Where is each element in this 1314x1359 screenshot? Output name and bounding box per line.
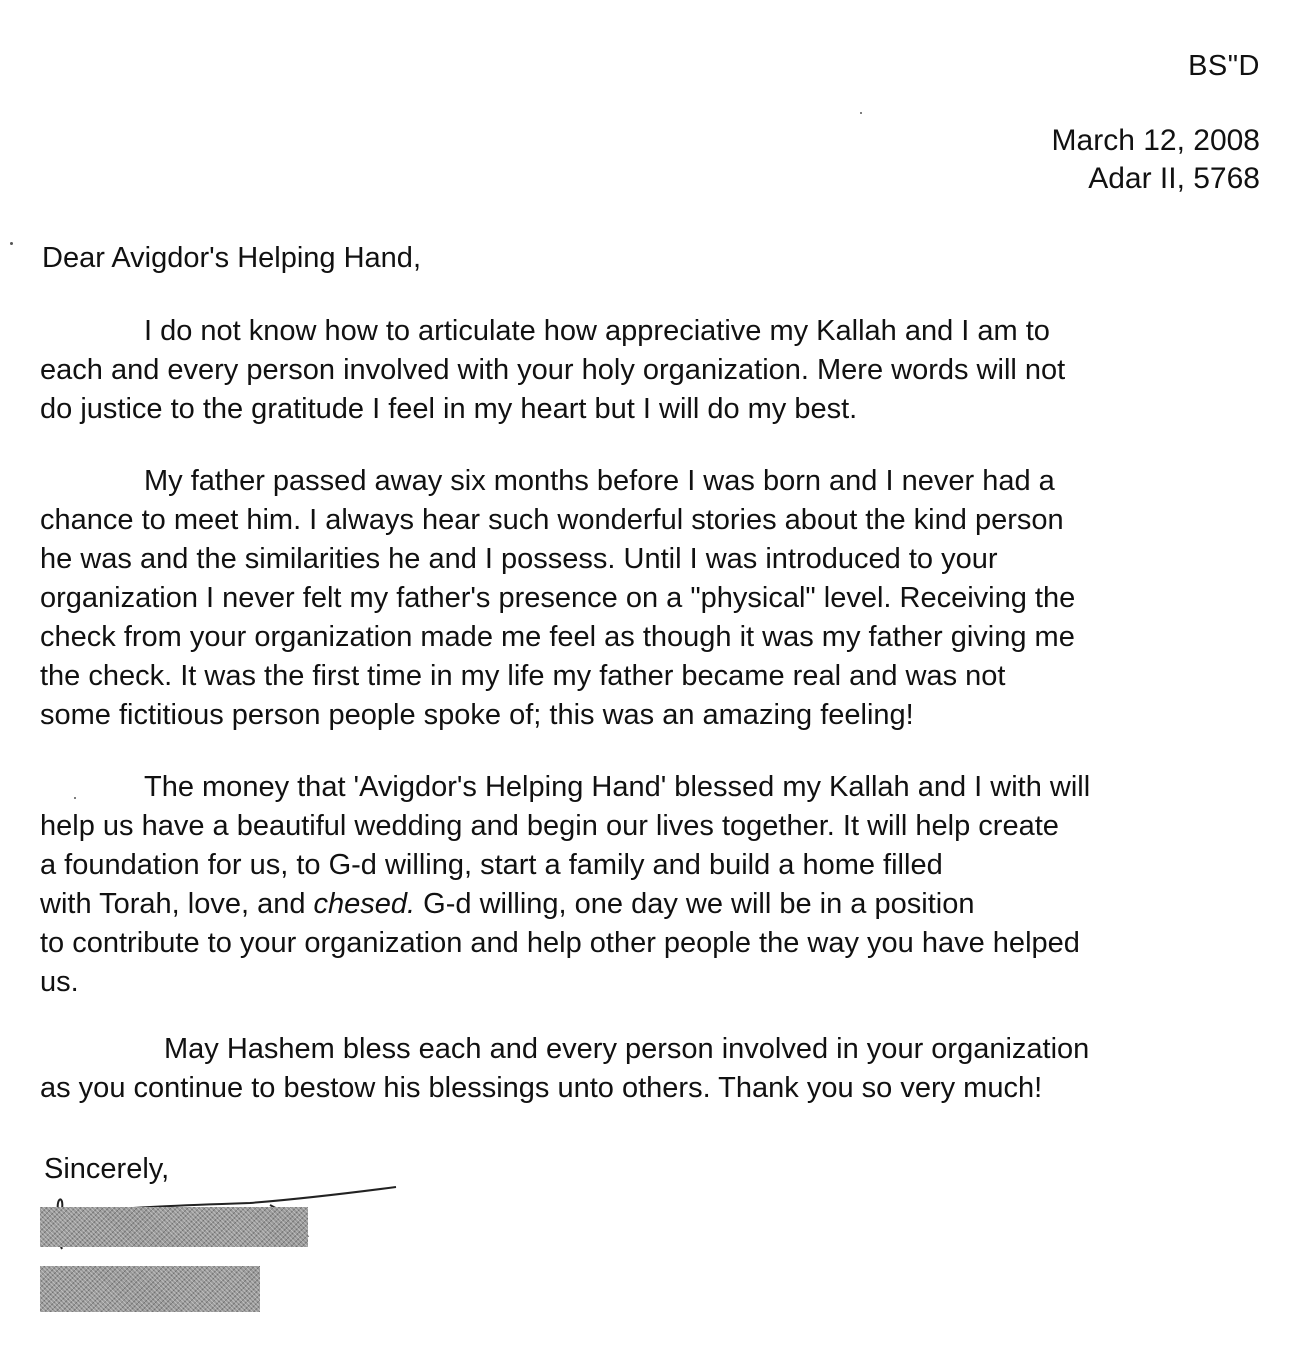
paragraph-line: organization I never felt my father's presence on a "physical" level. Receiving the <box>40 582 1076 614</box>
paragraph-line: the check. It was the first time in my life my father became real and was not <box>40 660 1006 692</box>
paragraph-line: check from your organization made me feel as though it was my father giving me <box>40 621 1075 653</box>
redacted-name-block <box>40 1266 260 1312</box>
text-run: G-d willing, one day we will be in a position <box>415 888 975 920</box>
salutation: Dear Avigdor's Helping Hand, <box>42 242 421 274</box>
date-block <box>1052 122 1260 198</box>
scan-speck <box>74 797 76 799</box>
paragraph-line: chance to meet him. I always hear such wonderful stories about the kind person <box>40 504 1064 536</box>
paragraph-line: a foundation for us, to G-d willing, start a family and build a home filled <box>40 849 943 881</box>
text-run: with Torah, love, and <box>40 888 314 920</box>
paragraph-line: My father passed away six months before I was born and I never had a <box>144 465 1055 497</box>
date-hebrew: Adar II, 5768 <box>1088 162 1260 195</box>
paragraph-line: as you continue to bestow his blessings unto others. Thank you so very much! <box>40 1072 1043 1104</box>
redacted-signature-block <box>40 1207 308 1247</box>
paragraph-line: do justice to the gratitude I feel in my heart but I will do my best. <box>40 393 858 425</box>
paragraph-line: The money that 'Avigdor's Helping Hand' blessed my Kallah and I with will <box>144 771 1091 803</box>
date-gregorian: March 12, 2008 <box>1051 124 1260 157</box>
paragraph-line: he was and the similarities he and I possess. Until I was introduced to your <box>40 543 998 575</box>
paragraph-line-mixed <box>40 885 1280 924</box>
paragraph-line: to contribute to your organization and help other people the way you have helped <box>40 927 1080 959</box>
closing: Sincerely, <box>44 1153 170 1185</box>
italic-word: chesed. <box>313 888 416 920</box>
paragraph-line: May Hashem bless each and every person involved in your organization <box>164 1033 1090 1065</box>
paragraph-line: each and every person involved with your holy organization. Mere words will not <box>40 354 1066 386</box>
paragraph-line: some fictitious person people spoke of; this was an amazing feeling! <box>40 699 914 731</box>
scan-speck <box>10 242 13 245</box>
paragraph-line: help us have a beautiful wedding and begin our lives together. It will help create <box>40 810 1059 842</box>
paragraph-line: us. <box>40 966 79 998</box>
paragraph-blessing <box>40 1030 1280 1108</box>
paragraph-wedding <box>40 768 1280 1002</box>
paragraph-father <box>40 462 1280 735</box>
paragraph-gratitude <box>40 312 1280 429</box>
header-mark: BS"D <box>1188 50 1260 82</box>
paragraph-line: I do not know how to articulate how appreciative my Kallah and I am to <box>144 315 1050 347</box>
scan-speck <box>860 112 862 114</box>
